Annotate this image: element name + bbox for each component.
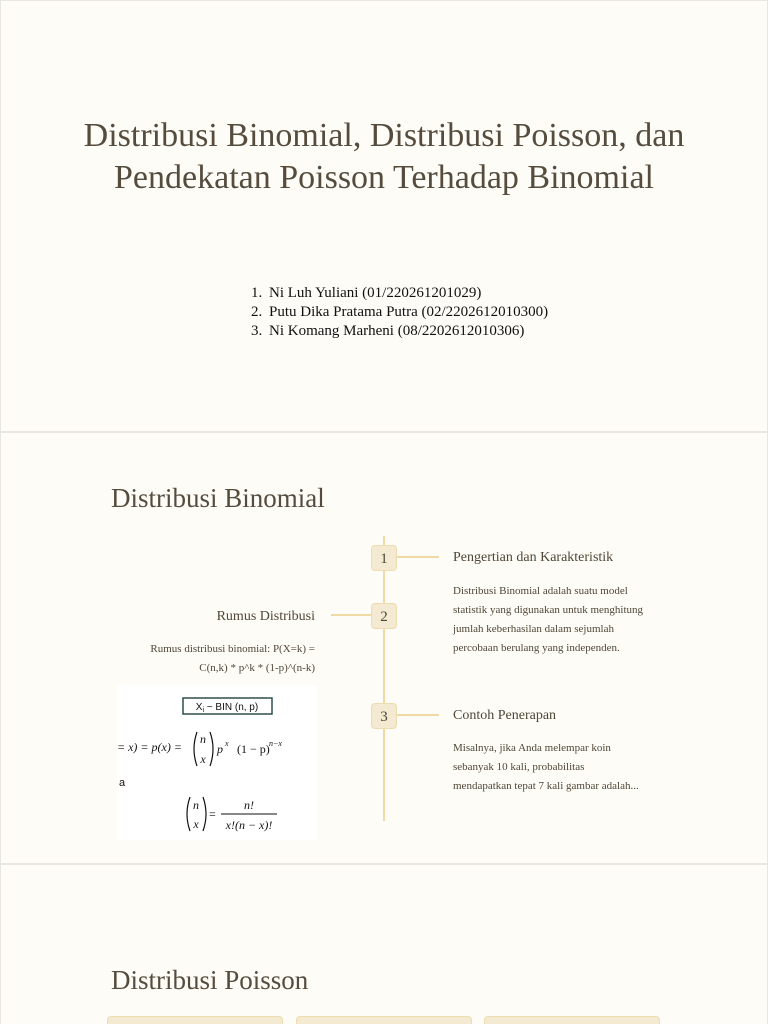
item-text-rumus (111, 640, 315, 678)
formula-box-label: X (195, 702, 203, 713)
frac-num: n! (244, 798, 254, 812)
timeline-marker-1: 1 (371, 545, 397, 571)
formula-tail: (1 − p) (237, 742, 270, 756)
binomial-slide (1, 433, 767, 863)
title-line-1: Distribusi Binomial, Distribusi Poisson, dan (83, 117, 685, 154)
member-number: 3. (251, 323, 263, 339)
member-item (251, 322, 548, 341)
formula-stray: a (119, 777, 126, 789)
formula-graphic (117, 685, 317, 840)
timeline-connector (397, 556, 439, 558)
title-slide (1, 1, 767, 431)
text-line: statistik yang digunakan untuk menghitung (453, 604, 644, 616)
formula-box-rest: ~ BIN (n, p) (204, 702, 259, 713)
poisson-card-1 (107, 1016, 283, 1024)
formula-box-sub: i (202, 707, 205, 714)
poisson-card-3 (484, 1016, 660, 1024)
poisson-slide (1, 865, 767, 1024)
item-heading-rumus: Rumus Distribusi (216, 609, 315, 624)
text-line: jumlah keberhasilan dalam sejumlah (453, 623, 614, 635)
title-line-2: Pendekatan Poisson Terhadap Binomial (114, 159, 654, 196)
svg-text:Xi ~ BIN (n, p) (196, 702, 258, 714)
binom2-bottom: x (193, 817, 199, 831)
timeline-marker-2: 2 (371, 603, 397, 629)
presentation-title (61, 115, 707, 199)
member-name: Ni Komang Marheni (08/2202612010306) (269, 323, 525, 339)
text-line: sebanyak 10 kali, probabilitas (453, 761, 585, 773)
binom2-top: n (193, 798, 199, 812)
section-title-binomial: Distribusi Binomial (111, 483, 325, 513)
timeline-connector (397, 714, 439, 716)
section-title-poisson: Distribusi Poisson (111, 965, 309, 995)
item-heading-contoh: Contoh Penerapan (453, 708, 557, 723)
binom-top: n (200, 732, 206, 746)
formula-p: p (217, 742, 223, 756)
binomial-formula-image (117, 685, 317, 840)
member-number: 2. (251, 304, 263, 320)
frac-den: x!(n − x)! (225, 818, 273, 832)
member-item (251, 284, 548, 303)
text-line: Misalnya, jika Anda melempar koin (453, 742, 611, 754)
member-name: Ni Luh Yuliani (01/220261201029) (269, 285, 482, 301)
text-line: C(n,k) * p^k * (1-p)^(n-k) (199, 662, 315, 674)
poisson-card-2 (296, 1016, 472, 1024)
member-list (251, 284, 548, 341)
text-line: Rumus distribusi binomial: P(X=k) = (150, 643, 315, 655)
binom-bottom: x (200, 752, 206, 766)
formula-equals: = (209, 807, 216, 821)
item-heading-pengertian: Pengertian dan Karakteristik (453, 550, 614, 565)
formula-exp-x: x (225, 739, 229, 748)
member-number: 1. (251, 285, 263, 301)
item-text-contoh (453, 739, 683, 796)
member-name: Putu Dika Pratama Putra (02/2202612010300) (269, 304, 549, 320)
timeline-line (383, 536, 385, 821)
formula-left: = x) = p(x) = (117, 740, 182, 754)
item-text-pengertian (453, 582, 683, 658)
member-item (251, 303, 548, 322)
text-line: percobaan berulang yang independen. (453, 642, 620, 654)
text-line: Distribusi Binomial adalah suatu model (453, 585, 628, 597)
formula-exp-nx: n−x (269, 739, 282, 748)
text-line: mendapatkan tepat 7 kali gambar adalah... (453, 780, 639, 792)
timeline-connector (331, 614, 371, 616)
timeline-marker-3: 3 (371, 703, 397, 729)
